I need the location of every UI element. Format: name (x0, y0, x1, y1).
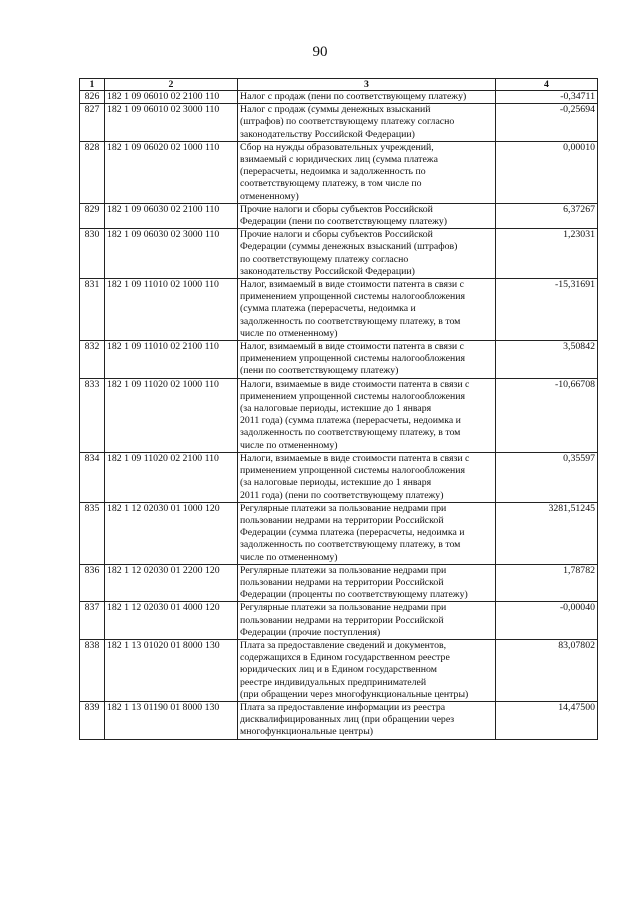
row-value: 83,07802 (496, 639, 598, 701)
row-description (238, 341, 496, 379)
description-line: Плата за предоставление сведений и документов, (240, 639, 447, 651)
description-line: (сумма платежа (перерасчеты, недоимка и (240, 303, 416, 315)
budget-code: 182 1 13 01190 01 8000 130 (105, 701, 238, 739)
page-number: 90 (312, 44, 328, 60)
description-line: многофункциональные центры) (240, 726, 374, 738)
row-value: -0,34711 (496, 91, 598, 104)
row-value: -0,00040 (496, 602, 598, 640)
row-value: -15,31691 (496, 279, 598, 341)
row-number: 830 (80, 229, 105, 279)
budget-code: 182 1 09 11020 02 1000 110 (105, 378, 238, 452)
budget-code: 182 1 09 06010 02 3000 110 (105, 104, 238, 142)
description-line: отмененному) (240, 190, 299, 202)
header-row (80, 79, 598, 91)
row-value: 1,78782 (496, 564, 598, 602)
table-row (80, 452, 598, 502)
row-value: 14,47500 (496, 701, 598, 739)
column-header: 3 (238, 79, 496, 91)
table-row (80, 378, 598, 452)
row-number: 838 (80, 639, 105, 701)
row-number: 829 (80, 203, 105, 228)
description-line: задолженность по соответствующему платежу, в том (240, 315, 461, 327)
row-description (238, 229, 496, 279)
description-line: реестре индивидуальных предпринимателей (240, 676, 427, 688)
budget-code: 182 1 12 02030 01 2200 120 (105, 564, 238, 602)
row-description (238, 104, 496, 142)
row-description (238, 378, 496, 452)
description-line: (штрафов) по соответствующему платежу согласно (240, 116, 455, 128)
row-number: 834 (80, 452, 105, 502)
table-row (80, 502, 598, 564)
budget-code: 182 1 09 06030 02 3000 110 (105, 229, 238, 279)
column-header: 4 (496, 79, 598, 91)
description-line: применением упрощенной системы налогообложения (240, 291, 466, 303)
description-line: по соответствующему платежу согласно (240, 253, 409, 265)
description-line: пользовании недрами на территории Российской (240, 576, 444, 588)
description-line: задолженность по соответствующему платежу, в том (240, 539, 461, 551)
description-line: Налог с продаж (суммы денежных взысканий (240, 104, 431, 116)
row-number: 839 (80, 701, 105, 739)
row-number: 836 (80, 564, 105, 602)
budget-code: 182 1 13 01020 01 8000 130 (105, 639, 238, 701)
budget-code: 182 1 12 02030 01 4000 120 (105, 602, 238, 640)
row-description (238, 91, 496, 104)
budget-code: 182 1 09 11020 02 2100 110 (105, 452, 238, 502)
row-number: 833 (80, 378, 105, 452)
description-line: Регулярные платежи за пользование недрами при (240, 602, 447, 614)
description-line: Федерации (сумма платежа (перерасчеты, недоимка и (240, 527, 465, 539)
table-row (80, 602, 598, 640)
row-description (238, 279, 496, 341)
row-description (238, 564, 496, 602)
row-value: -10,66708 (496, 378, 598, 452)
table-row (80, 91, 598, 104)
row-number: 826 (80, 91, 105, 104)
description-line: (пени по соответствующему платежу) (240, 365, 399, 377)
table-row (80, 341, 598, 379)
row-description (238, 639, 496, 701)
row-value: 1,23031 (496, 229, 598, 279)
description-line: Федерации (суммы денежных взысканий (штрафов) (240, 241, 458, 253)
row-value: 0,00010 (496, 141, 598, 203)
row-number: 837 (80, 602, 105, 640)
row-number: 835 (80, 502, 105, 564)
row-number: 828 (80, 141, 105, 203)
description-line: Налоги, взимаемые в виде стоимости патента в связи с (240, 452, 470, 464)
description-line: Федерации (проценты по соответствующему платежу) (240, 589, 468, 601)
description-line: Налоги, взимаемые в виде стоимости патента в связи с (240, 378, 470, 390)
description-line: числе по отмененному) (240, 551, 338, 563)
budget-code: 182 1 09 11010 02 1000 110 (105, 279, 238, 341)
description-line: законодательству Российской Федерации) (240, 265, 415, 277)
row-description (238, 701, 496, 739)
budget-table (79, 78, 598, 740)
row-description (238, 452, 496, 502)
row-number: 827 (80, 104, 105, 142)
table-row (80, 104, 598, 142)
table-row (80, 639, 598, 701)
description-line: взимаемый с юридических лиц (сумма платежа (240, 154, 438, 166)
description-line: (перерасчеты, недоимка и задолженность по (240, 166, 426, 178)
table-row (80, 203, 598, 228)
budget-code: 182 1 12 02030 01 1000 120 (105, 502, 238, 564)
budget-code: 182 1 09 06030 02 2100 110 (105, 203, 238, 228)
row-value: 3281,51245 (496, 502, 598, 564)
description-line: Плата за предоставление информации из реестра (240, 701, 446, 713)
budget-code: 182 1 09 06020 02 1000 110 (105, 141, 238, 203)
description-line: (при обращении через многофункциональные центры) (240, 688, 469, 700)
table-row (80, 229, 598, 279)
row-value: -0,25694 (496, 104, 598, 142)
description-line: юридических лиц и в Едином государственном (240, 664, 437, 676)
description-line: 2011 года) (сумма платежа (перерасчеты, недоимка и (240, 415, 461, 427)
table-row (80, 279, 598, 341)
description-line: содержащихся в Едином государственном реестре (240, 652, 450, 664)
description-line: применением упрощенной системы налогообложения (240, 465, 466, 477)
row-value: 3,50842 (496, 341, 598, 379)
row-description (238, 141, 496, 203)
budget-code: 182 1 09 06010 02 2100 110 (105, 91, 238, 104)
description-line: Налог, взимаемый в виде стоимости патента в связи с (240, 341, 464, 353)
row-number: 832 (80, 341, 105, 379)
description-line: Федерации (пени по соответствующему платежу) (240, 216, 448, 228)
description-line: задолженность по соответствующему платежу, в том (240, 427, 461, 439)
description-line: (за налоговые периоды, истекшие до 1 января (240, 477, 432, 489)
description-line: пользовании недрами на территории Российской (240, 614, 444, 626)
description-line: Прочие налоги и сборы субъектов Российской (240, 203, 433, 215)
description-line: применением упрощенной системы налогообложения (240, 353, 466, 365)
row-number: 831 (80, 279, 105, 341)
column-header: 2 (105, 79, 238, 91)
description-line: Налог с продаж (пени по соответствующему платежу) (240, 91, 467, 102)
description-line: Прочие налоги и сборы субъектов Российской (240, 229, 433, 241)
table-row (80, 564, 598, 602)
description-line: пользовании недрами на территории Российской (240, 514, 444, 526)
column-header: 1 (80, 79, 105, 91)
table-row (80, 701, 598, 739)
description-line: применением упрощенной системы налогообложения (240, 390, 466, 402)
description-line: соответствующему платежу, в том числе по (240, 178, 422, 190)
description-line: числе по отмененному) (240, 327, 338, 339)
description-line: Регулярные платежи за пользование недрами при (240, 564, 447, 576)
row-description (238, 203, 496, 228)
row-description (238, 502, 496, 564)
row-value: 0,35597 (496, 452, 598, 502)
row-description (238, 602, 496, 640)
description-line: (за налоговые периоды, истекшие до 1 января (240, 403, 432, 415)
description-line: Налог, взимаемый в виде стоимости патента в связи с (240, 279, 464, 291)
description-line: числе по отмененному) (240, 439, 338, 451)
row-value: 6,37267 (496, 203, 598, 228)
description-line: Федерации (прочие поступления) (240, 626, 381, 638)
description-line: Регулярные платежи за пользование недрами при (240, 502, 447, 514)
description-line: дисквалифицированных лиц (при обращении через (240, 714, 455, 726)
description-line: Сбор на нужды образовательных учреждений, (240, 141, 434, 153)
budget-code: 182 1 09 11010 02 2100 110 (105, 341, 238, 379)
description-line: законодательству Российской Федерации) (240, 128, 415, 140)
description-line: 2011 года) (пени по соответствующему платежу) (240, 489, 444, 501)
table-row (80, 141, 598, 203)
